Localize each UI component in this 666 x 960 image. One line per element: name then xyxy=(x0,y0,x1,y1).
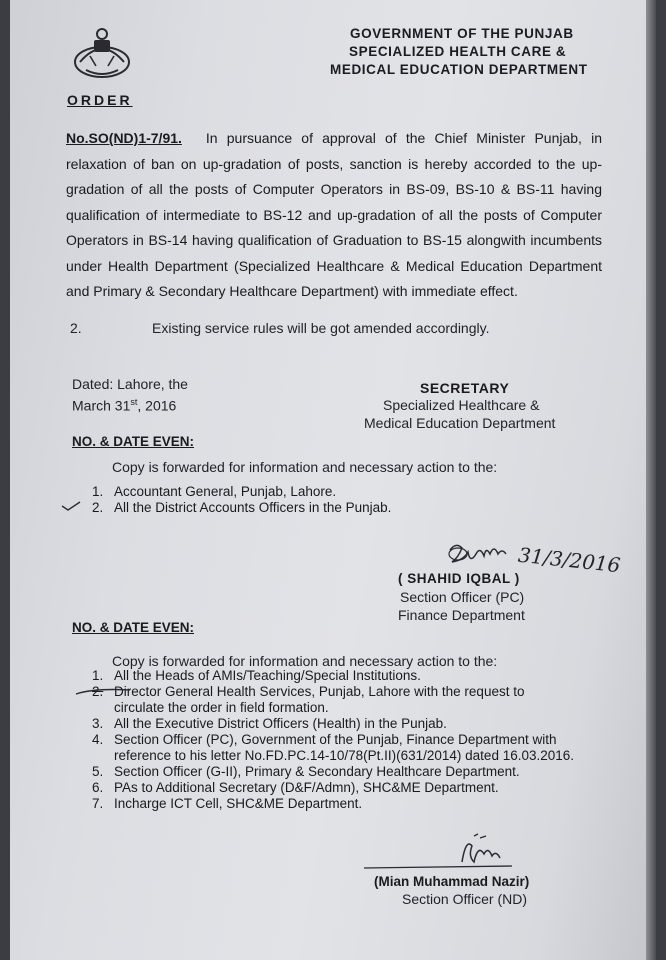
endorsement2-item: 1. All the Heads of AMIs/Teaching/Special Institutions. xyxy=(92,668,421,683)
order-number: No.SO(ND)1-7/91. xyxy=(66,130,182,146)
endorsement2-item-continuation: reference to his letter No.FD.PC.14-10/78(Pt.II)(631/2014) dated 16.03.2016. xyxy=(114,748,575,763)
page-edge-shadow xyxy=(646,0,656,960)
header-department-line2: MEDICAL EDUCATION DEPARTMENT xyxy=(330,62,588,77)
document-page xyxy=(10,0,656,960)
signature1-designation: Section Officer (PC) xyxy=(400,589,525,605)
punjab-government-logo xyxy=(72,26,132,80)
dated-line2: March 31st, 2016 xyxy=(72,397,177,414)
order-paragraph xyxy=(66,126,602,305)
handwritten-strike-mark xyxy=(74,684,134,698)
secretary-line2: Specialized Healthcare & xyxy=(383,397,540,413)
handwritten-tick-mark xyxy=(60,500,82,512)
endorsement2-item: 4. Section Officer (PC), Government of the Punjab, Finance Department with xyxy=(92,732,557,747)
para2-number: 2. xyxy=(70,320,82,336)
signature2-designation: Section Officer (ND) xyxy=(402,891,527,907)
signature1-name: ( SHAHID IQBAL ) xyxy=(398,571,520,586)
secretary-line3: Medical Education Department xyxy=(364,415,556,431)
secretary-title: SECRETARY xyxy=(420,380,510,396)
signature2-name: (Mian Muhammad Nazir) xyxy=(374,874,530,889)
endorsement1-intro: Copy is forwarded for information and necessary action to the: xyxy=(112,459,498,475)
endorsement1-heading: NO. & DATE EVEN: xyxy=(72,434,195,449)
order-paragraph-text: In pursuance of approval of the Chief Minister Punjab, in relaxation of ban on up-gradation of posts, sanction is hereby accorded to the up-gradation of all the posts of Computer Operators in BS-09, BS-10 & BS-11 having qualification of intermediate to BS-12 and up-gradation of all the posts of Computer Operators in BS-14 having qualification of Graduation to BS-15 alongwith incumbents under Health Department (Specialized Healthcare & Medical Education Department and Primary & Secondary Healthcare Department) with immediate effect. xyxy=(66,130,602,299)
endorsement2-item: 6. PAs to Additional Secretary (D&F/Admn), SHC&ME Department. xyxy=(92,780,499,795)
header-department-line1: SPECIALIZED HEALTH CARE & xyxy=(349,44,567,59)
handwritten-signature-2 xyxy=(362,832,552,880)
order-heading: ORDER xyxy=(67,92,133,108)
header-government: GOVERNMENT OF THE PUNJAB xyxy=(350,26,574,41)
endorsement1-item: 1. Accountant General, Punjab, Lahore. xyxy=(92,484,337,499)
signature1-department: Finance Department xyxy=(398,607,525,623)
endorsement2-item: 3. All the Executive District Officers (Health) in the Punjab. xyxy=(92,716,447,731)
endorsement2-item: 5. Section Officer (G-II), Primary & Secondary Healthcare Department. xyxy=(92,764,520,779)
endorsement2-item: 7. Incharge ICT Cell, SHC&ME Department. xyxy=(92,796,363,811)
handwritten-date: 31/3/2016 xyxy=(517,542,622,578)
endorsement2-item-continuation: circulate the order in field formation. xyxy=(114,700,329,715)
endorsement1-item: 2. All the District Accounts Officers in the Punjab. xyxy=(92,500,392,515)
endorsement2-heading: NO. & DATE EVEN: xyxy=(72,620,195,635)
dated-line1: Dated: Lahore, the xyxy=(72,376,188,392)
endorsement2-item: 2. Director General Health Services, Punjab, Lahore with the request to xyxy=(92,684,525,699)
para2-text: Existing service rules will be got amended accordingly. xyxy=(152,320,490,336)
endorsement2-intro: Copy is forwarded for information and necessary action to the: xyxy=(112,653,498,669)
